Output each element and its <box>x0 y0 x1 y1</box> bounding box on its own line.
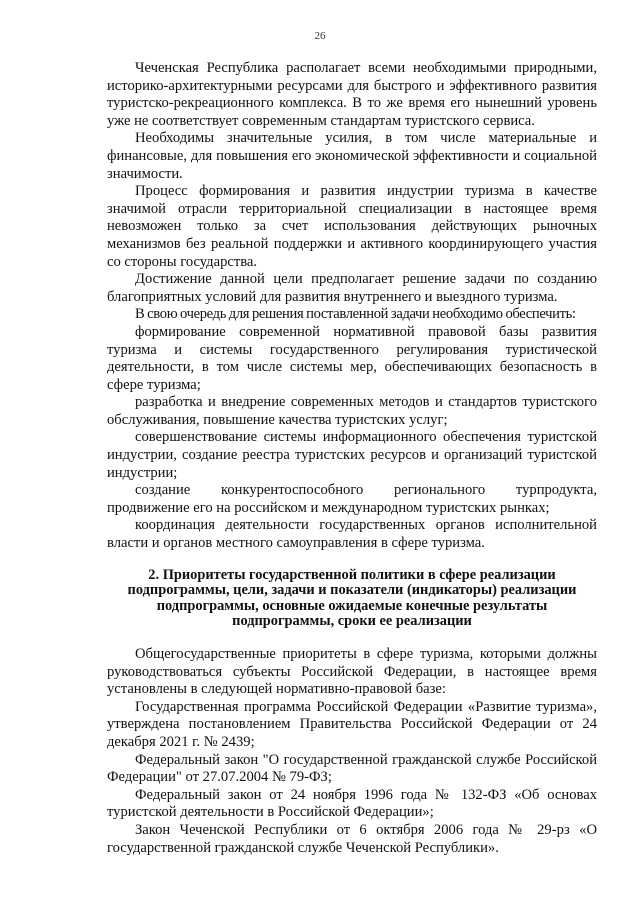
list-item: координация деятельности государственных органов исполнительной власти и органов местного самоуправления в сфере туризма. <box>107 517 597 552</box>
list-item: формирование современной нормативной правовой базы развития туризма и системы государственного регулирования туристической деятельности, в том числе системы мер, обеспечивающих безопасность в сфере туризма; <box>107 323 597 393</box>
list-item: Федеральный закон "О государственной гражданской службе Российской Федерации" от 27.07.2004 № 79-ФЗ; <box>107 751 597 786</box>
list-item: совершенствование системы информационного обеспечения туристской индустрии, создание реестра туристских ресурсов и организаций туристской индустрии; <box>107 429 597 481</box>
paragraph: Процесс формирования и развития индустрии туризма в качестве значимой отрасли территориальной специализации в настоящее время невозможен только за счет использования действующих рыночных механизмов без реальной поддержки и активного координирующего участия со стороны государства. <box>107 183 597 270</box>
paragraph: Общегосударственные приоритеты в сфере туризма, которыми должны руководствоваться субъекты Российской Федерации, в настоящее время установлены в следующей нормативно-правовой базе: <box>107 646 597 698</box>
document-body <box>107 60 597 857</box>
list-item: создание конкурентоспособного регионального турпродукта, продвижение его на российском и международном туристских рынках; <box>107 482 597 516</box>
paragraph: В свою очередь для решения поставленной задачи необходимо обеспечить: <box>135 306 576 323</box>
page-number: 26 <box>314 30 326 42</box>
list-item: разработка и внедрение современных методов и стандартов туристского обслуживания, повышение качества туристских услуг; <box>107 394 597 428</box>
section-heading: 2. Приоритеты государственной политики в сфере реализации подпрограммы, цели, задачи и показатели (индикаторы) реализации подпрограммы, основные ожидаемые конечные результаты подпрограммы, сроки ее реализации <box>127 566 577 630</box>
paragraph: Чеченская Республика располагает всеми необходимыми природными, историко-архитектурными ресурсами для быстрого и эффективного развития туристско-рекреационного комплекса. В то же время его нынешний уровень уже не соответствует современным стандартам туристского сервиса. <box>107 60 597 129</box>
list-item: Государственная программа Российской Федерации «Развитие туризма», утверждена постановлением Правительства Российской Федерации от 24 декабря 2021 г. № 2439; <box>107 698 597 750</box>
paragraph: Достижение данной цели предполагает решение задачи по созданию благоприятных условий для развития внутреннего и выездного туризма. <box>107 271 597 305</box>
list-item: Федеральный закон от 24 ноября 1996 года № 132-ФЗ «Об основах туристской деятельности в Российской Федерации»; <box>107 786 597 821</box>
paragraph: Необходимы значительные усилия, в том числе материальные и финансовые, для повышения его экономической эффективности и социальной значимости. <box>107 130 597 182</box>
list-item: Закон Чеченской Республики от 6 октября 2006 года № 29-рз «О государственной гражданской службе Чеченской Республики». <box>107 821 597 856</box>
